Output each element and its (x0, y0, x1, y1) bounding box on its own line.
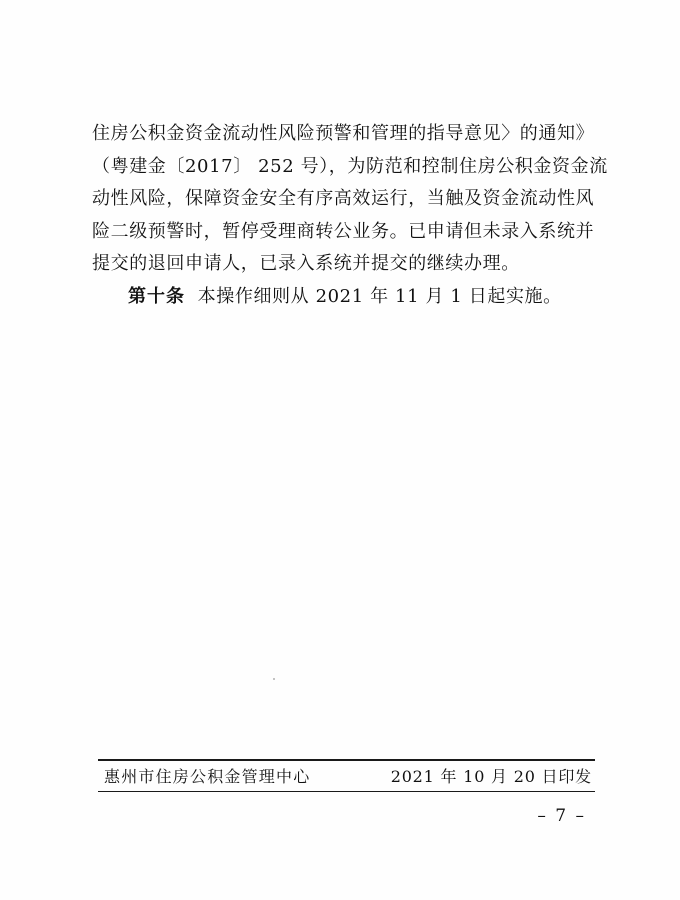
footer-issuer: 惠州市住房公积金管理中心 (104, 767, 311, 786)
article-ten (92, 281, 592, 314)
page-number: – 7 – (537, 806, 586, 826)
body-line-4: 险二级预警时，暂停受理商转公业务。已申请但未录入系统并 (92, 220, 595, 242)
footer-issue-date: 2021 年 10 月 20 日印发 (390, 767, 592, 786)
body-line-3: 动性风险，保障资金安全有序高效运行，当触及资金流动性风 (92, 188, 595, 209)
document-body (92, 118, 608, 313)
body-line-2: （粤建金〔2017〕 252 号），为防范和控制住房公积金资金流 (92, 155, 608, 177)
scan-speck (273, 678, 275, 680)
article-ten-text: 本操作细则从 2021 年 11 月 1 日起实施。 (197, 285, 562, 307)
footer-rule-top (98, 759, 595, 761)
body-line-5: 提交的退回申请人，已录入系统并提交的继续办理。 (92, 253, 520, 274)
article-ten-title: 第十条 (128, 285, 185, 307)
footer-rule-bottom (98, 791, 595, 792)
body-line-1: 住房公积金资金流动性风险预警和管理的指导意见〉的通知》 (92, 123, 595, 144)
